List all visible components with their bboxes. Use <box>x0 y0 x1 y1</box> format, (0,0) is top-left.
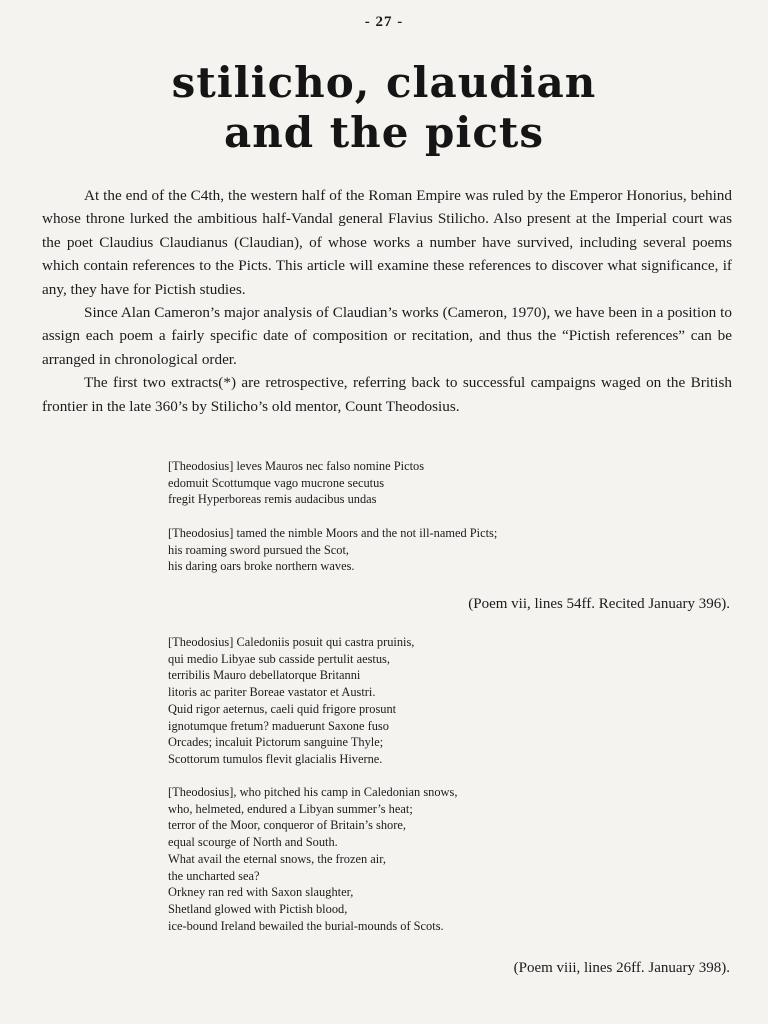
quote-line: [Theodosius] leves Mauros nec falso nomine Pictos <box>168 459 425 473</box>
page-number: - 27 - <box>364 14 404 30</box>
quote-line: Quid rigor aeternus, caeli quid frigore prosunt <box>168 701 397 716</box>
english-quote-2 <box>168 784 728 934</box>
quote-line: qui medio Libyae sub casside pertulit aestus, <box>168 651 390 666</box>
quote-line: terribilis Mauro debellatorque Britanni <box>168 668 361 683</box>
quote-line: Orkney ran red with Saxon slaughter, <box>168 885 354 900</box>
quote-line: Scottorum tumulos flevit glacialis Hiverne. <box>168 751 383 766</box>
title-line-2: and the picts <box>224 108 544 157</box>
quote-line: [Theodosius], who pitched his camp in Caledonian snows, <box>168 785 458 799</box>
quote-line: [Theodosius] tamed the nimble Moors and the not ill-named Picts; <box>168 526 498 540</box>
quote-line: his roaming sword pursued the Scot, <box>168 542 350 557</box>
quote-line: Shetland glowed with Pictish blood, <box>168 901 348 916</box>
article-title <box>0 58 768 158</box>
quote-line: his daring oars broke northern waves. <box>168 559 355 574</box>
quote-line: [Theodosius] Caledoniis posuit qui castra pruinis, <box>168 635 415 649</box>
paragraph-3: The first two extracts(*) are retrospective, referring back to successful campaigns waged on the British frontier in the late 360’s by Stilicho’s old mentor, Count Theodosius. <box>42 374 732 415</box>
quote-line: edomuit Scottumque vago mucrone secutus <box>168 475 385 490</box>
citation-2: (Poem viii, lines 26ff. January 398). <box>513 960 730 976</box>
latin-quote-2 <box>168 634 728 768</box>
paragraph-2: Since Alan Cameron’s major analysis of Claudian’s works (Cameron, 1970), we have been in a position to assign each poem a fairly specific date of composition or recitation, and thus the “Pictish references” can be arranged in chronological order. <box>42 304 732 368</box>
quote-line: ice-bound Ireland bewailed the burial-mounds of Scots. <box>168 918 444 933</box>
quote-line: who, helmeted, endured a Libyan summer’s heat; <box>168 801 413 816</box>
quote-line: equal scourge of North and South. <box>168 835 338 850</box>
quote-line: ignotumque fretum? maduerunt Saxone fuso <box>168 718 389 733</box>
citation-1: (Poem vii, lines 54ff. Recited January 396). <box>468 596 730 612</box>
quote-line: fregit Hyperboreas remis audacibus undas <box>168 492 377 507</box>
quote-line: litoris ac pariter Boreae vastator et Austri. <box>168 685 376 700</box>
english-quote-1 <box>168 525 728 575</box>
latin-quote-1 <box>168 458 728 508</box>
quote-line: Orcades; incaluit Pictorum sanguine Thyle; <box>168 735 384 750</box>
quote-line: the uncharted sea? <box>168 868 260 883</box>
title-line-1: stilicho, claudian <box>171 58 597 107</box>
quote-line: What avail the eternal snows, the frozen air, <box>168 851 386 866</box>
paragraph-1: At the end of the C4th, the western half of the Roman Empire was ruled by the Emperor Honorius, behind whose throne lurked the ambitious half-Vandal general Flavius Stilicho. Also present at the Imperial court was the poet Claudius Claudianus (Claudian), of whose works a number have survived, including several poems which contain references to the Picts. This article will examine these references to discover what significance, if any, they have for Pictish studies. <box>42 187 732 298</box>
quote-line: terror of the Moor, conqueror of Britain’s shore, <box>168 818 406 833</box>
article-body <box>42 184 732 418</box>
